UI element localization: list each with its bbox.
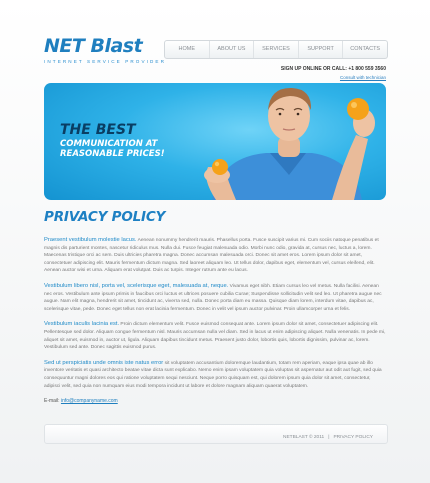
signup-phone: SIGN UP ONLINE OR CALL: +1 800 559 3560: [280, 66, 386, 72]
paragraph-3-text: Proin dictum elementum velit. Fusce euismod consequat ante. Lorem ipsum dolor sit amet, consectetuer adipiscing elit. Pellentesque sed dolor. Aliquam congue fermentum nisl. Mauris accumsan nulla vel diam. Sed in lacus ut enim adipiscing aliquet. Nulla venenatis. In pede mi, aliquet sit amet, euismod in, auctor ut, ligula. Aliquam dapibus tincidunt metus. Praesent justo dolor, lobortis quis, lobortis dignissim, pulvinar ac, lorem. Vestibulum sed ante. Donec sagittis euismod purus.: [44, 322, 386, 351]
hero-headline: THE BEST: [60, 122, 136, 138]
hero-man-with-oranges-image: [184, 83, 386, 200]
logo-title: NET Blast: [44, 35, 143, 57]
footer-separator: |: [328, 435, 330, 440]
footer-copyright: NETBLAST © 2011: [282, 435, 325, 440]
logo-subtitle: INTERNET SERVICE PROVIDER: [44, 59, 167, 64]
nav-item-support[interactable]: SUPPORT: [299, 41, 344, 58]
paragraph-4-lead: Sed ut perspiciatis unde omnis iste natus error: [44, 359, 164, 366]
paragraph-4-text: sit voluptatem accusantium doloremque laudantium, totam rem aperiam, eaque ipsa quae ab illo inventore veritatis et quasi architecto beatae vitae dicta sunt explicabo. Nemo enim ipsam voluptatem quia voluptas sit aspernatur aut odit aut fugit, sed quia consequuntur magni dolores eos qui ratione voluptatem sequi nesciunt. Neque porro quisquam est, qui dolorem ipsum quia dolor sit amet, consectetur, adipisci velit, sed quia non numquam eius modi tempora incidunt ut labore et dolore magnam aliquam quaerat voluptatem.: [44, 360, 382, 389]
paragraph-2-lead: Vestibulum libero nisl, porta vel, scelerisque eget, malesuada at, neque.: [44, 282, 229, 289]
footer: [44, 424, 388, 444]
email-line: [44, 398, 386, 404]
nav-item-about-us[interactable]: ABOUT US: [210, 41, 255, 58]
signup-block: [281, 66, 386, 80]
paragraph-1-lead: Praesent vestibulum molestie lacus.: [44, 237, 137, 243]
nav-item-services[interactable]: SERVICES: [254, 41, 299, 58]
page-title: PRIVACY POLICY: [44, 209, 166, 225]
paragraph-1-text: Aenean nonummy hendrerit mauris. Phasellus porta. Fusce suscipit varius mi. Cum sociis natoque penatibus et magnis dis parturient montes, nascetur ridiculus mus. Nulla dui. Fusce feugiat malesuada odio. Morbi nunc odio, gravida at, cursus nec, luctus a, lorem. Maecenas tristique orci ac sem. Duis ultricies pharetra magna. Donec accumsan malesuada orci. Donec sit amet eros. Lorem ipsum dolor sit amet, consectetuer adipiscing elit. Mauris fermentum dictum magna. Sed laoreet aliquam leo. Ut tellus dolor, dapibus eget, elementum vel, cursus eleifend, elit. Aenean auctor wisi et urna. Aliquam erat volutpat. Duis ac turpis. Integer rutrum ante eu lacus.: [44, 238, 379, 274]
logo[interactable]: [44, 36, 166, 64]
email-link[interactable]: info@companyname.com: [60, 398, 118, 405]
paragraph-1: [44, 237, 386, 275]
paragraph-2: [44, 283, 386, 313]
paragraph-2-text: Vivamus eget nibh. Etiam cursus leo vel metus. Nulla facilisi. Aenean nec eros. Vestibulum ante ipsum primis in faucibus orci luctus et ultrices posuere cubilia Curae; Suspendisse sollicitudin velit sed leo. Ut pharetra augue nec augue. Nam elit magna, hendrerit sit amet, tincidunt ac, viverra sed, nulla. Donec porta diam eu massa. Quisque diam lorem, interdum vitae, dapibus ac, scelerisque vitae, pede. Donec eget tellus non erat lacinia fermentum. Donec in velit vel ipsum auctor pulvinar. Proin ullamcorper urna et felis.: [44, 283, 382, 312]
consult-link[interactable]: Consult with technician: [339, 75, 386, 80]
paragraph-3-lead: Vestibulum iaculis lacinia est.: [44, 321, 120, 328]
footer-privacy-link[interactable]: PRIVACY POLICY: [333, 435, 373, 440]
nav-item-home[interactable]: HOME: [165, 41, 210, 58]
paragraph-4: [44, 360, 386, 390]
paragraph-3: [44, 321, 386, 351]
main-nav: [164, 40, 388, 59]
content: [44, 237, 386, 404]
hero-subheadline: COMMUNICATION AT REASONABLE PRICES!: [60, 139, 165, 159]
hero-banner: [44, 83, 386, 200]
email-label: E-mail:: [44, 398, 61, 405]
nav-item-contacts[interactable]: CONTACTS: [350, 46, 381, 52]
